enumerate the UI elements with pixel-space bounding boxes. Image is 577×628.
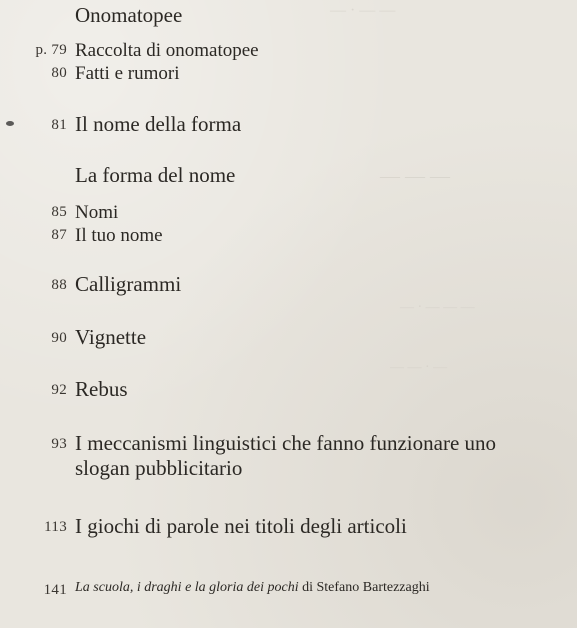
- toc-entry-title: Fatti e rumori: [75, 63, 180, 84]
- toc-page-number: 85: [51, 204, 67, 220]
- toc-page-number: 88: [51, 277, 67, 293]
- show-through-text: — · — — —: [400, 300, 475, 315]
- toc-entry-title: Il tuo nome: [75, 225, 163, 246]
- toc-page-number: 141: [43, 582, 67, 598]
- toc-entry-title: Raccolta di onomatopee: [75, 40, 259, 61]
- toc-page-number: 90: [51, 330, 67, 346]
- toc-page-number: p. 79: [35, 42, 67, 58]
- toc-page-number: 93: [51, 436, 67, 452]
- toc-heading-title: Onomatopee: [75, 3, 183, 27]
- toc-page-number: 113: [44, 519, 67, 535]
- toc-entry-title: Il nome della forma: [75, 112, 242, 136]
- toc-entry-title: Calligrammi: [75, 272, 182, 296]
- show-through-text: — — —: [380, 165, 450, 187]
- toc-page-number: 80: [51, 65, 67, 81]
- show-through-text: — — · —: [390, 360, 448, 375]
- essay-by: di: [302, 580, 313, 595]
- toc-essay-citation: [75, 580, 430, 596]
- toc-entry-title: I giochi di parole nei titoli degli articoli: [75, 514, 407, 538]
- ink-speck: [6, 121, 14, 126]
- show-through-text: — · — —: [330, 2, 396, 19]
- essay-author: Stefano Bartezzaghi: [316, 580, 430, 595]
- toc-entry-title: Vignette: [75, 325, 147, 349]
- toc-page-number: 87: [51, 227, 67, 243]
- toc-page-number: 81: [51, 117, 67, 133]
- essay-title: La scuola, i draghi e la gloria dei pochi: [75, 580, 299, 595]
- toc-entry-title: Rebus: [75, 377, 128, 401]
- toc-entry-title: I meccanismi linguistici che fanno funzionare uno slogan pubblicitario: [75, 431, 497, 480]
- toc-entry-title: Nomi: [75, 202, 119, 223]
- toc-heading-title: La forma del nome: [75, 163, 236, 187]
- toc-page-number: 92: [51, 382, 67, 398]
